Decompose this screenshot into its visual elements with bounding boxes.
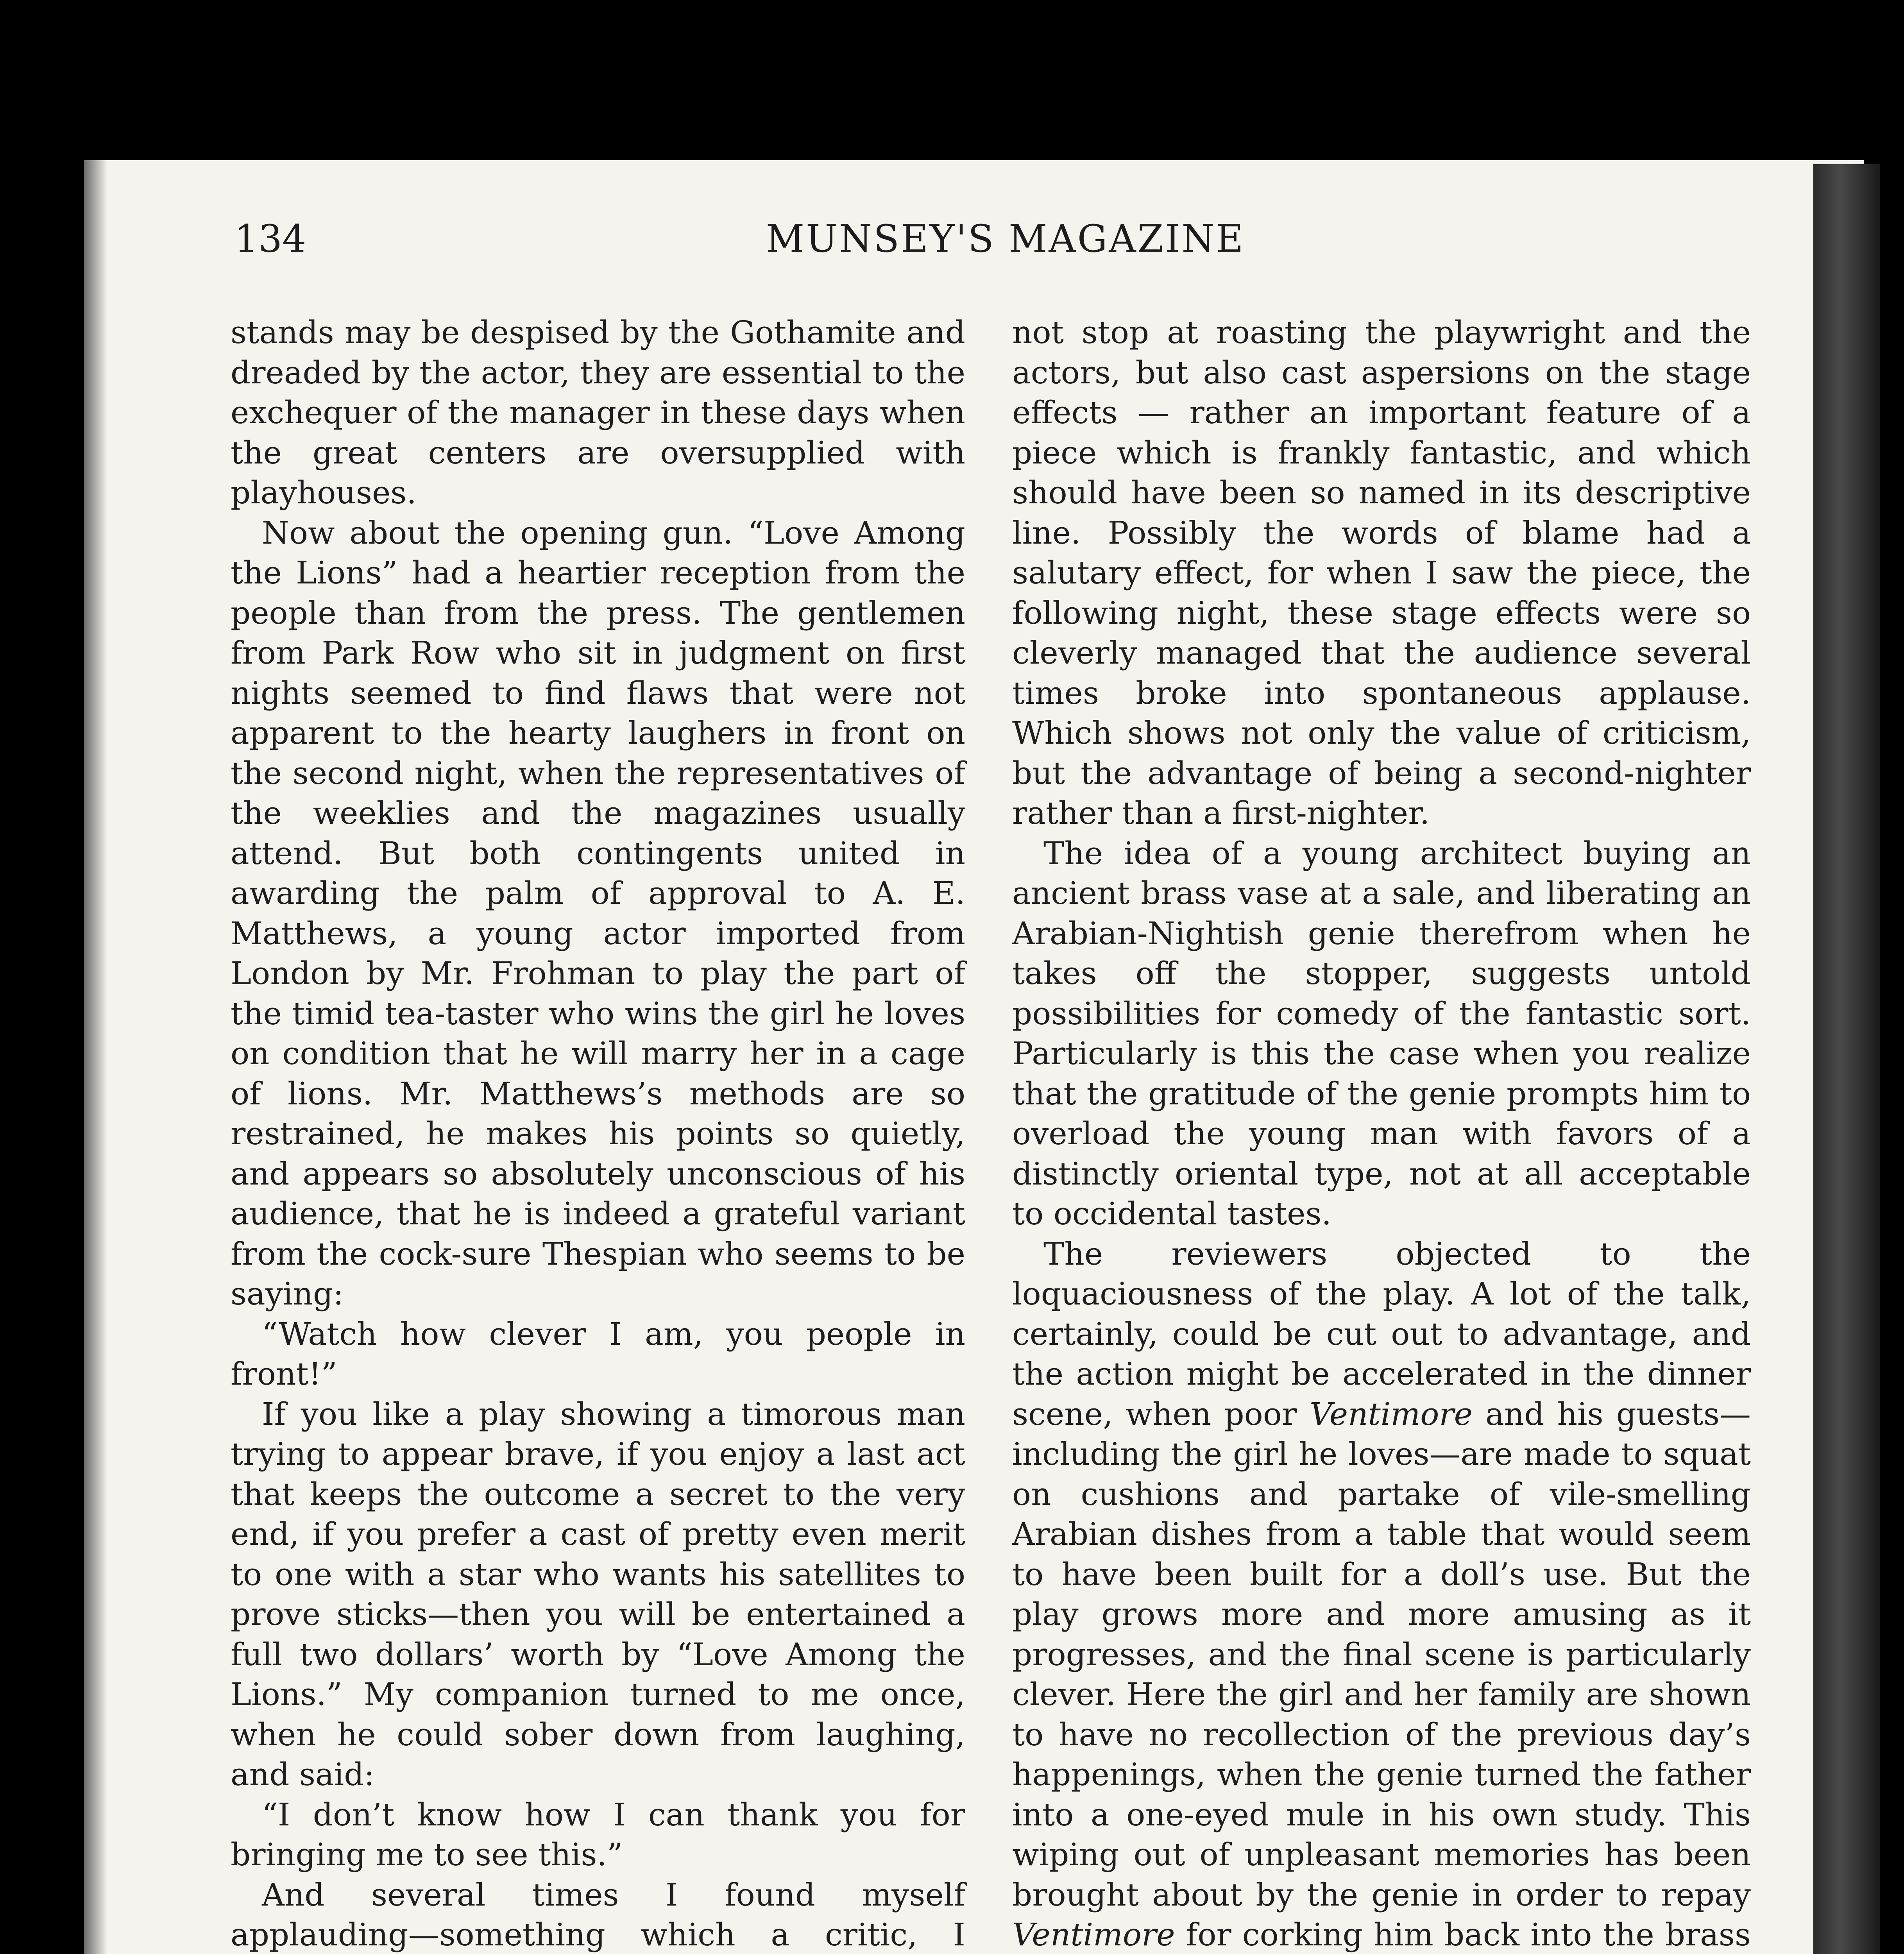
left-paragraph-6: And several times I found myself applauding—something which a critic, I <box>231 1876 965 1953</box>
character-name-ventimore: Ventimore <box>1012 1916 1175 1953</box>
page-edge-shadow <box>84 160 107 1954</box>
left-paragraph-3: “Watch how clever I am, you people in front!” <box>231 1315 965 1392</box>
left-paragraph-1: stands may be despised by the Gothamite and dreaded by the actor, they are essential to the exchequer of the manager in these days when the great centers are oversupplied with playhouses. <box>231 314 965 511</box>
right-paragraph-3-part-c: for corking him back into the brass <box>1186 1916 1751 1953</box>
right-paragraph-3 <box>1012 1234 1751 1954</box>
right-column <box>1012 313 1751 1954</box>
left-paragraph-2: Now about the opening gun. “Love Among the Lions” had a heartier reception from the people than from the press. The gentlemen from Park Row who sit in judgment on first nights seemed to find flaws that were not apparent to the hearty laughers in front on the second night, when the representatives of the weeklies and the magazines usually attend. But both contingents united in awarding the palm of approval to A. E. Matthews, a young actor imported from London by Mr. Frohman to play the part of the timid tea-taster who wins the girl he loves on condition that he will marry her in a cage of lions. Mr. Matthews’s methods are so restrained, he makes his points so quietly, and appears so absolutely unconscious of his audience, that he is indeed a grateful variant from the cock-sure Thespian who seems to be saying: <box>231 514 965 1312</box>
left-column <box>231 313 965 1954</box>
right-paragraph-3-part-b: and his guests—including the girl he loves—are made to squat on cushions and partake of vile-smelling Arabian dishes from a table that would seem to have been built for a doll’s use. But the play grows more and more amusing as it progresses, and the final scene is particularly clever. Here the girl and her family are shown to have no recollection of the previous day’s happenings, when the genie turned the father into a one-eyed mule in his own study. This wiping out of unpleasant memories has been brought about by the genie in order to repay <box>1012 1396 1751 1913</box>
running-head: MUNSEY'S MAGAZINE <box>766 217 1245 261</box>
right-paragraph-1: not stop at roasting the playwright and the actors, but also cast aspersions on the stage effects — rather an important feature of a piece which is frankly fantastic, and which should have been so named in its descriptive line. Possibly the words of blame had a salutary effect, for when I saw the piece, the following night, these stage effects were so cleverly managed that the audience several times broke into spontaneous applause. Which shows not only the value of criticism, but the advantage of being a second-nighter rather than a first-nighter. <box>1012 314 1751 831</box>
character-name-ventimore: Ventimore <box>1310 1396 1473 1432</box>
right-paragraph-3-part-a: The reviewers objected to the loquaciousness of the play. A lot of the talk, certainly, could be cut out to advantage, and the action might be accelerated in the dinner scene, when poor <box>1012 1235 1751 1432</box>
left-paragraph-4: If you like a play showing a timorous man trying to appear brave, if you enjoy a last act that keeps the outcome a secret to the very end, if you prefer a cast of pretty even merit to one with a star who wants his satellites to prove sticks—then you will be entertained a full two dollars’ worth by “Love Among the Lions.” My companion turned to me once, when he could sober down from laughing, and said: <box>231 1396 965 1793</box>
left-paragraph-5: “I don’t know how I can thank you for bringing me to see this.” <box>231 1796 965 1873</box>
page-number: 134 <box>234 217 306 261</box>
book-binding-edge <box>1813 164 1880 1954</box>
right-paragraph-2: The idea of a young architect buying an ancient brass vase at a sale, and liberating an Arabian-Nightish genie therefrom when he takes off the stopper, suggests untold possibilities for comedy of the fantastic sort. Particularly is this the case when you realize that the gratitude of the genie prompts him to overload the young man with favors of a distinctly oriental type, not at all acceptable to occidental tastes. <box>1012 835 1751 1232</box>
